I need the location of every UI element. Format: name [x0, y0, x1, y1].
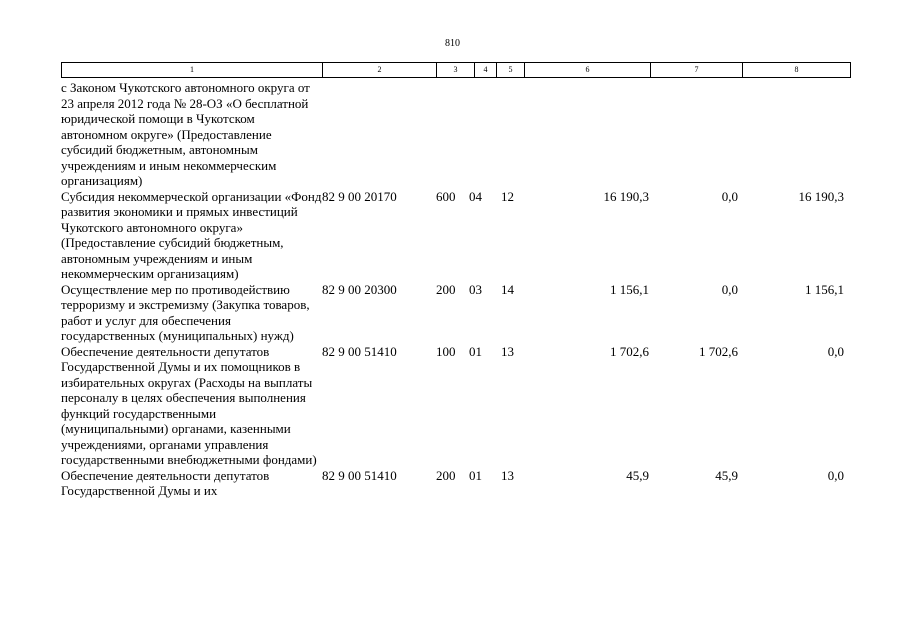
table-row [61, 189, 851, 282]
row-code: 82 9 00 51410 [322, 343, 397, 359]
row-vr: 200 [436, 281, 456, 297]
table-row [61, 344, 851, 468]
row-vr: 600 [436, 188, 456, 204]
header-col-6: 6 [525, 63, 651, 77]
row-pr: 13 [501, 343, 514, 359]
row-col8: 16 190,3 [798, 188, 844, 204]
row-rz: 01 [469, 467, 482, 483]
table-row [61, 282, 851, 344]
row-col7: 0,0 [721, 281, 738, 297]
row-rz: 01 [469, 343, 482, 359]
row-col6: 1 156,1 [610, 281, 649, 297]
row-pr: 12 [501, 188, 514, 204]
row-col7: 0,0 [721, 188, 738, 204]
header-col-5: 5 [497, 63, 525, 77]
row-name: Осуществление мер по противодействию терроризму и экстремизму (Закупка товаров, работ и услуг для обеспечения государственных (муниципальных) нужд) [61, 281, 310, 343]
row-name: Обеспечение деятельности депутатов Государственной Думы и их [61, 467, 270, 498]
header-col-7: 7 [651, 63, 743, 77]
row-vr: 100 [436, 343, 456, 359]
row-pr: 13 [501, 467, 514, 483]
row-code: 82 9 00 51410 [322, 467, 397, 483]
row-name: Субсидия некоммерческой организации «Фонд развития экономики и прямых инвестиций Чукотского автономного округа» (Предоставление субсидий бюджетным, автономным учреждениям и иным некоммерческим организациям) [61, 188, 322, 281]
row-vr: 200 [436, 467, 456, 483]
page-number: 810 [445, 38, 460, 49]
table-body [61, 80, 851, 499]
row-col8: 0,0 [827, 467, 844, 483]
row-rz: 03 [469, 281, 482, 297]
table-row [61, 468, 851, 499]
header-col-3: 3 [437, 63, 475, 77]
row-col8: 1 156,1 [805, 281, 844, 297]
header-col-1: 1 [62, 63, 323, 77]
row-name: Обеспечение деятельности депутатов Государственной Думы и их помощников в избирательных округах (Расходы на выплаты персоналу в целях обеспечения выполнения функций государственными (муниципальными) органами, казенными учреждениями, органами управления государственными внебюджетными фондами) [61, 343, 317, 467]
row-name: с Законом Чукотского автономного округа от 23 апреля 2012 года № 28-ОЗ «О бесплатной юридической помощи в Чукотском автономном округе» (Предоставление субсидий бюджетным, автономным учреждениям и иным некоммерческим организациям) [61, 80, 310, 188]
row-code: 82 9 00 20170 [322, 188, 397, 204]
row-col8: 0,0 [827, 343, 844, 359]
header-col-4: 4 [475, 63, 497, 77]
row-col6: 45,9 [626, 467, 649, 483]
row-col7: 1 702,6 [699, 343, 738, 359]
table-row [61, 80, 851, 189]
header-col-8: 8 [743, 63, 851, 77]
table-header [61, 62, 851, 78]
row-pr: 14 [501, 281, 514, 297]
row-col7: 45,9 [715, 467, 738, 483]
row-col6: 16 190,3 [603, 188, 649, 204]
header-col-2: 2 [323, 63, 437, 77]
row-col6: 1 702,6 [610, 343, 649, 359]
row-code: 82 9 00 20300 [322, 281, 397, 297]
row-rz: 04 [469, 188, 482, 204]
